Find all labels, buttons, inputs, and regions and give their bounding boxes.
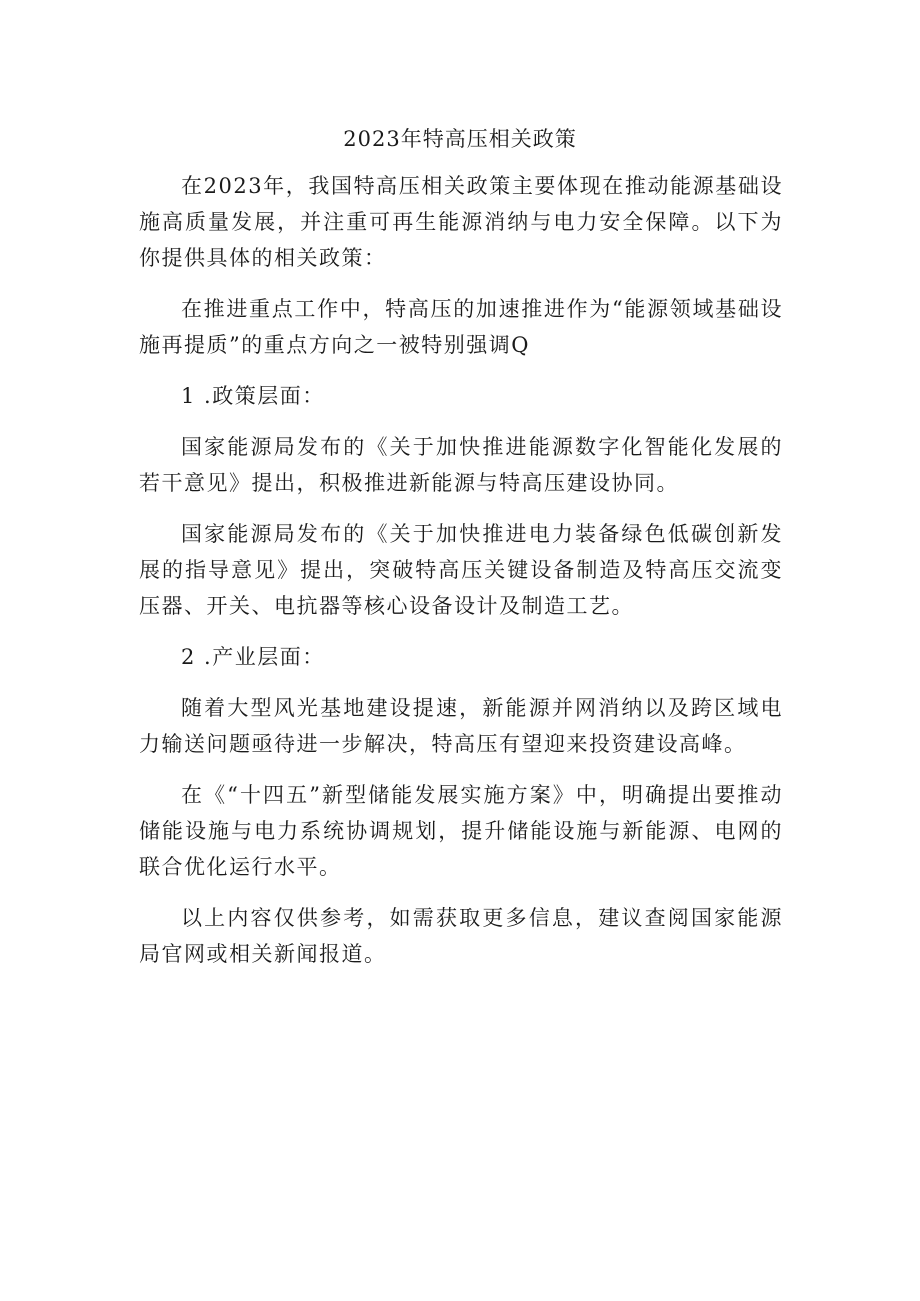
heading-policy-level: 1 .政策层面： xyxy=(181,384,325,408)
paragraph-industry-2: 在《“十四五”新型储能发展实施方案》中，明确提出要推动储能设施与电力系统协调规划，提升储能设施与新能源、电网的联合优化运行水平。 xyxy=(139,783,783,879)
document-body xyxy=(139,168,783,972)
paragraph-intro: 在2023年，我国特高压相关政策主要体现在推动能源基础设施高质量发展，并注重可再生能源消纳与电力安全保障。以下为你提供具体的相关政策： xyxy=(139,174,783,270)
document-title: 2023年特高压相关政策 xyxy=(343,127,577,151)
paragraph-industry-1: 随着大型风光基地建设提速，新能源并网消纳以及跨区域电力输送问题亟待进一步解决，特高压有望迎来投资建设高峰。 xyxy=(139,696,783,756)
paragraph-policy-1: 国家能源局发布的《关于加快推进能源数字化智能化发展的若干意见》提出，积极推进新能源与特高压建设协同。 xyxy=(139,435,783,495)
paragraph-closing: 以上内容仅供参考，如需获取更多信息，建议查阅国家能源局官网或相关新闻报道。 xyxy=(139,906,783,966)
paragraph-key-work: 在推进重点工作中，特高压的加速推进作为“能源领域基础设施再提质”的重点方向之一被特别强调Q xyxy=(139,297,783,357)
heading-industry-level: 2 .产业层面： xyxy=(181,645,325,669)
paragraph-policy-2: 国家能源局发布的《关于加快推进电力装备绿色低碳创新发展的指导意见》提出，突破特高压关键设备制造及特高压交流变压器、开关、电抗器等核心设备设计及制造工艺。 xyxy=(139,522,783,618)
